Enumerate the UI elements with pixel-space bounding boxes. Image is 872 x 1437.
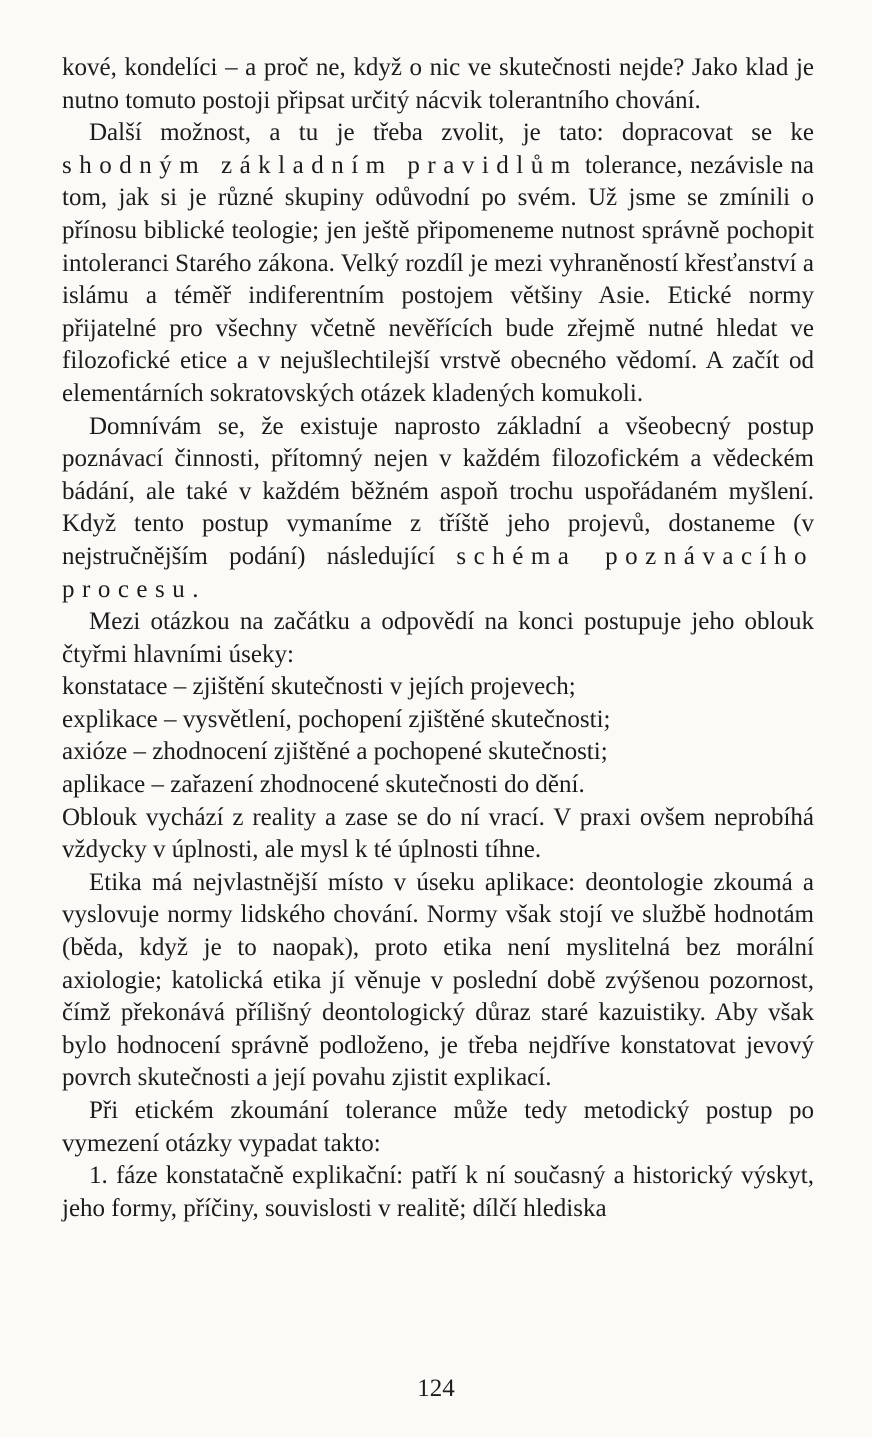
paragraph — [62, 411, 814, 607]
paragraph — [62, 117, 814, 410]
list-item: explikace – vysvětlení, pochopení zjištěné skutečnosti; — [62, 705, 611, 733]
paragraph: Oblouk vychází z reality a zase se do ní vrací. V praxi ovšem neprobíhá vždycky v úplnosti, ale mysl k té úplnosti tíhne. — [62, 803, 814, 864]
phase-list — [62, 671, 814, 801]
paragraph: 1. fáze konstatačně explikační: patří k ní současný a historický výskyt, jeho formy, příčiny, souvislosti v realitě; dílčí hlediska — [62, 1162, 814, 1222]
list-item: axióze – zhodnocení zjištěné a pochopené skutečnosti; — [62, 738, 608, 766]
list-item: konstatace – zjištění skutečnosti v jejích projevech; — [62, 673, 576, 701]
page-number: 124 — [417, 1375, 455, 1402]
emphasized-spaced-text: shodným základním pravidlům — [62, 151, 578, 179]
paragraph: Mezi otázkou na začátku a odpovědí na konci postupuje jeho oblouk čtyřmi hlavními úseky: — [62, 608, 814, 668]
paragraph: Při etickém zkoumání tolerance může tedy metodický postup po vymezení otázky vypadat takto: — [62, 1097, 814, 1157]
book-page — [62, 52, 814, 1225]
text-run: Další možnost, a tu je třeba zvolit, je tato: dopracovat se ke — [89, 119, 814, 147]
text-run: Domnívám se, že existuje naprosto základní a všeobecný postup poznávací činnosti, přítomný nejen v každém filozofickém a vědeckém bádání, ale také v každém běžném aspoň trochu uspořádaném myšlení. Když tento postup vymaníme z tříště jeho projevů, dostaneme (v nejstručnějším podání) následující — [62, 412, 814, 570]
emphasized-spaced-text: schéma poznávacího procesu. — [62, 542, 815, 603]
text-run: tolerance, nezávisle na tom, jak si je různé skupiny odůvodní po svém. Už jsme se zmínili o přínosu biblické teologie; jen ještě připomeneme nutnost správně pochopit intoleranci Starého zákona. Velký rozdíl je mezi vyhraněností křesťanství a islámu a téměř indiferentním postojem většiny Asie. Etické normy přijatelné pro všechny včetně nevěřících bude zřejmě nutné hledat ve filozofické etice a v nejušlechtilejší vrstvě obecného vědomí. A začít od elementárních sokratovských otázek kladených komukoli. — [62, 151, 814, 407]
list-item: aplikace – zařazení zhodnocené skutečnosti do dění. — [62, 771, 585, 799]
paragraph: Etika má nejvlastnější místo v úseku aplikace: deontologie zkoumá a vyslovuje normy lidského chování. Normy však stojí ve službě hodnotám (běda, když je to naopak), proto etika není myslitelná bez morální axiologie; katolická etika jí věnuje v poslední době zvýšenou pozornost, čímž překonává přílišný deontologický důraz staré kazuistiky. Aby však bylo hodnocení správně podloženo, je třeba nejdříve konstatovat jevový povrch skutečnosti a její povahu zjistit explikací. — [62, 868, 814, 1092]
paragraph: kové, kondelíci – a proč ne, když o nic ve skutečnosti nejde? Jako klad je nutno tomuto postoji připsat určitý nácvik tolerantního chování. — [62, 54, 814, 114]
